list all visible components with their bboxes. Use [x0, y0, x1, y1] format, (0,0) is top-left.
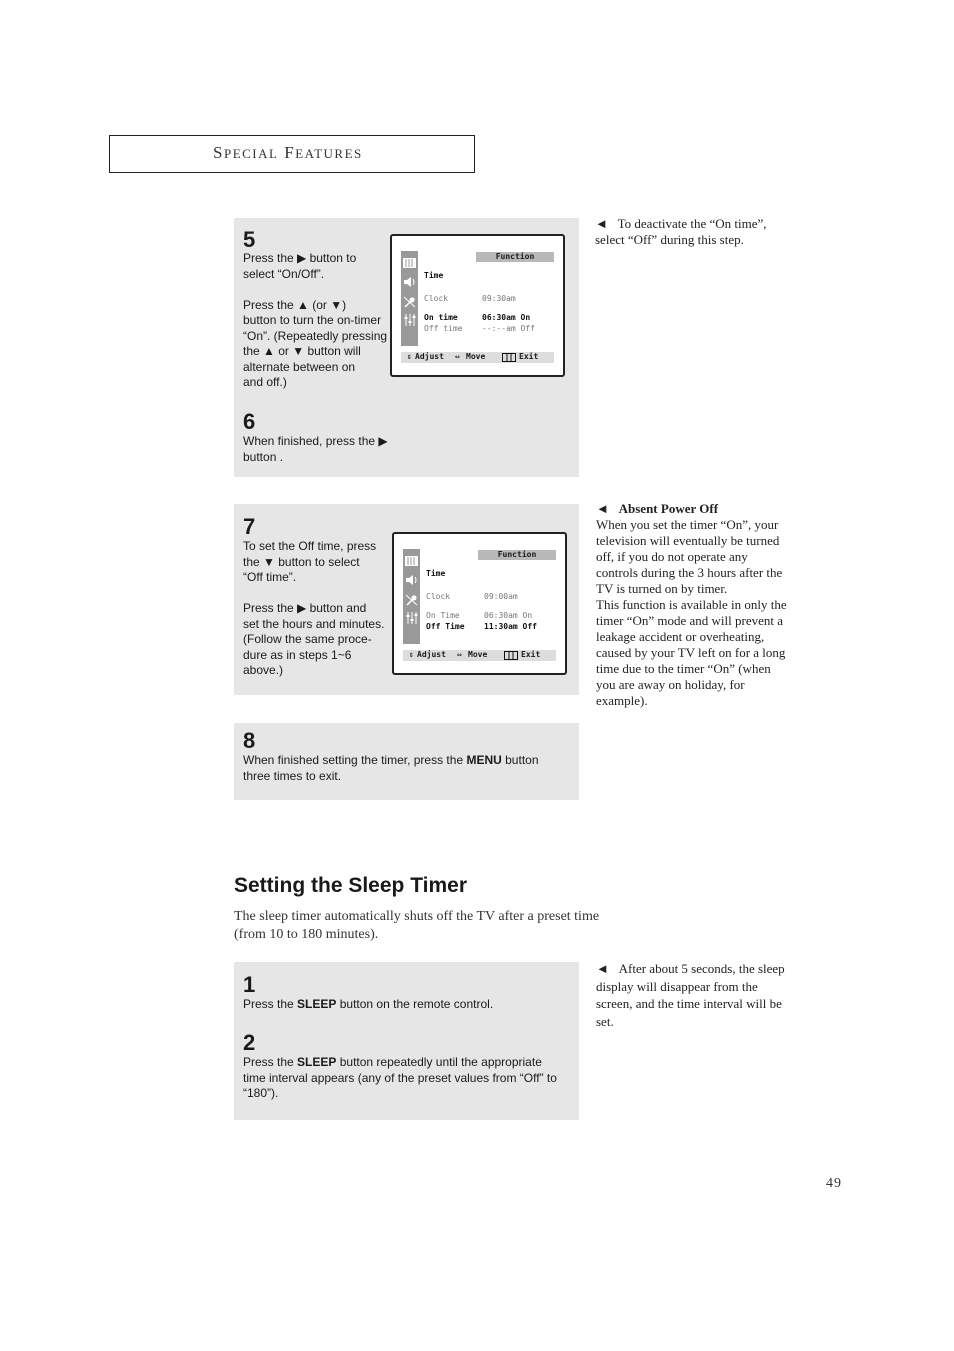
- osd-off-time-value: 11:30am Off: [484, 622, 537, 631]
- step-8-number: 8: [243, 728, 256, 753]
- channel-icon: [405, 591, 418, 603]
- note-arrow-icon: ◄: [596, 961, 609, 976]
- sleep-step-2-text: Press the SLEEP button repeatedly until the appropriate time interval appears (any of the preset values from “Off” to “180”).: [243, 1055, 557, 1100]
- osd-footer-exit: Exit: [519, 352, 539, 361]
- note-sleep-display: ◄ After about 5 seconds, the sleep display will disappear from the screen, and the time interval will be set.: [596, 961, 785, 1029]
- osd-footer-move: Move: [468, 650, 488, 659]
- osd-footer-adjust: Adjust: [415, 352, 444, 361]
- osd-footer-exit: Exit: [521, 650, 541, 659]
- osd-off-time-label: Off time: [424, 324, 463, 333]
- osd-time-label: Time: [426, 569, 446, 578]
- menu-icon: [504, 651, 518, 663]
- adjust-arrows-icon: ⇕: [407, 352, 412, 361]
- step-7-number: 7: [243, 514, 256, 539]
- sound-icon: [403, 273, 416, 285]
- osd-off-time-label: Off Time: [426, 622, 465, 631]
- step-7-text: To set the Off time, press the ▼ button to select “Off time”. Press the ▶ button and set the hours and minutes. (Follow the same proce- dure as in steps 1~6 above.): [243, 539, 385, 677]
- sleep-step-1-text: Press the SLEEP button on the remote control.: [243, 997, 494, 1011]
- osd-on-time-label: On Time: [426, 611, 460, 620]
- osd-function-bar: Function: [476, 252, 554, 262]
- sleep-timer-intro: The sleep timer automatically shuts off the TV after a preset time (from 10 to 180 minutes).: [234, 909, 600, 942]
- osd-clock-label: Clock: [424, 294, 449, 303]
- page-number: 49: [826, 1176, 842, 1191]
- channel-icon: [403, 293, 416, 305]
- sleep-step-2-number: 2: [243, 1030, 256, 1055]
- section-header-title: SPECIAL FEATURES: [213, 143, 363, 162]
- time-menu-osd-on: [390, 234, 565, 377]
- osd-on-time-value: 06:30am On: [484, 611, 533, 620]
- osd-on-time-value: 06:30am On: [482, 313, 531, 322]
- sound-icon: [405, 571, 418, 583]
- osd-clock-value: 09:00am: [484, 592, 518, 601]
- sleep-step-1-number: 1: [243, 972, 256, 997]
- osd-off-time-value: --:--am Off: [482, 324, 535, 333]
- sleep-timer-heading: Setting the Sleep Timer: [234, 874, 467, 897]
- osd-on-time-label: On time: [424, 313, 458, 322]
- osd-clock-label: Clock: [426, 592, 451, 601]
- note-deactivate-on-time: ◄ To deactivate the “On time”, select “Off” during this step.: [595, 216, 767, 247]
- osd-clock-value: 09:30am: [482, 294, 516, 303]
- step-6-text: When finished, press the ▶ button .: [243, 434, 388, 464]
- osd-footer-bar: [403, 650, 556, 661]
- step-8-text: When finished setting the timer, press the MENU button three times to exit.: [243, 753, 539, 783]
- osd-footer-move: Move: [466, 352, 486, 361]
- note-arrow-icon: ◄: [595, 216, 608, 231]
- time-menu-osd-off: [392, 532, 567, 675]
- adjust-arrows-icon: ⇕: [409, 650, 414, 659]
- menu-icon: [502, 353, 516, 365]
- picture-icon: [405, 552, 418, 564]
- step-5-text: Press the ▶ button to select “On/Off”. Press the ▲ (or ▼) button to turn the on-timer “On”. (Repeatedly pressing the ▲ or ▼ button will alternate between on and off.): [243, 251, 388, 389]
- move-arrows-icon: ⇔: [457, 650, 462, 659]
- move-arrows-icon: ⇔: [455, 352, 460, 361]
- step-5-number: 5: [243, 227, 256, 252]
- picture-icon: [403, 254, 416, 266]
- osd-footer-adjust: Adjust: [417, 650, 446, 659]
- note-arrow-icon: ◄: [596, 501, 609, 516]
- step-6-number: 6: [243, 409, 256, 434]
- note-absent-power-off: ◄ Absent Power Off When you set the timer “On”, your television will eventually be turned off, if you do not operate any controls during the 3 hours after the TV is turned on by timer. This function is available in only the timer “On” mode and will prevent a leakage accident or overheating, caused by your TV left on for a long time due to the timer “On” (when you are away on holiday, for example).: [596, 501, 787, 708]
- osd-function-bar: Function: [478, 550, 556, 560]
- setup-icon: [405, 609, 418, 621]
- osd-footer-bar: [401, 352, 554, 363]
- setup-icon: [403, 311, 416, 323]
- osd-time-label: Time: [424, 271, 444, 280]
